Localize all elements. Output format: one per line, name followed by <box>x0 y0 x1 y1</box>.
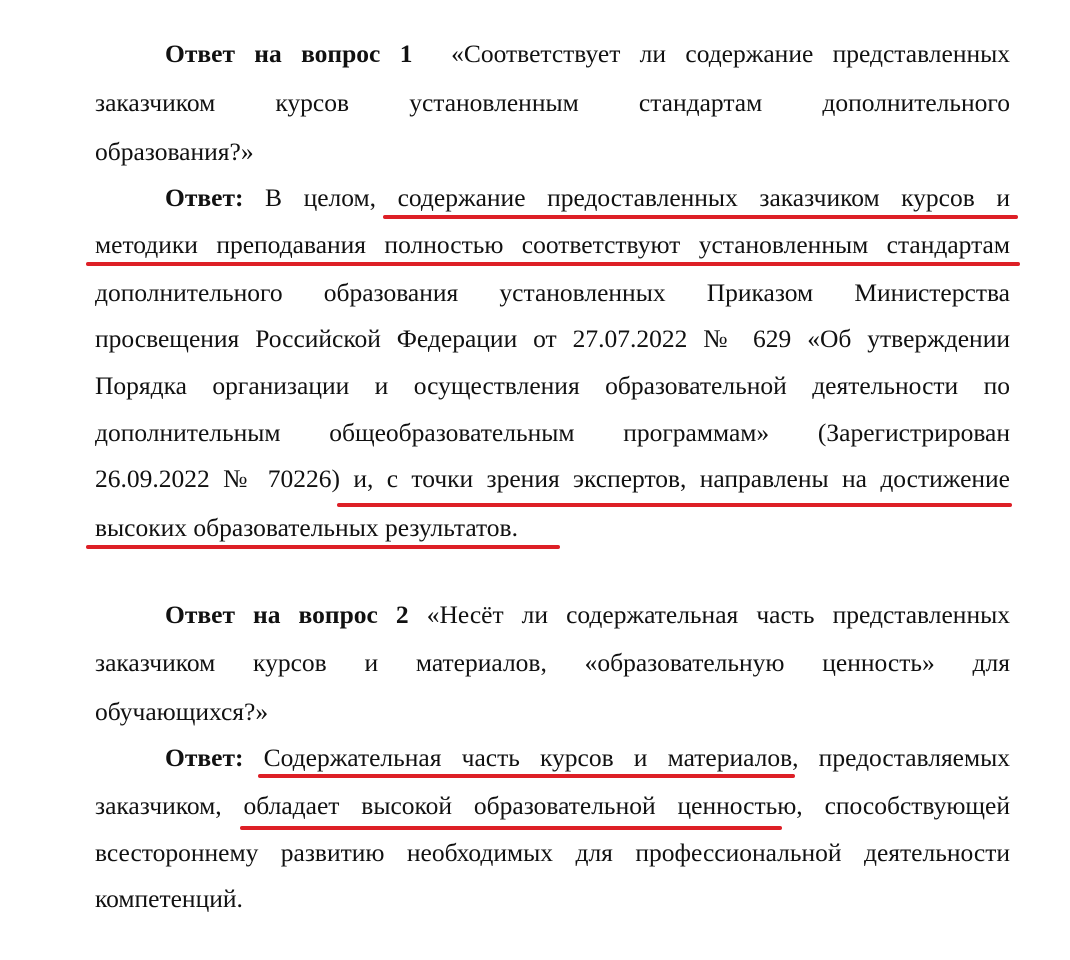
q1-question-line-3: образования?» <box>95 137 254 166</box>
q2-answer-line-4: компетенций. <box>95 884 243 913</box>
q2-answer-line-1: Ответ: Содержательная часть курсов и материалов, предоставляемых <box>165 743 1011 772</box>
q1-answer-label: Ответ: <box>165 183 244 212</box>
q1-highlight-1: содержание предоставленных заказчиком курсов и <box>397 183 1010 212</box>
q2-answer-line-3: всестороннему развитию необходимых для профессиональной деятельности <box>95 838 1010 867</box>
red-underline <box>240 826 782 830</box>
q2-highlight-2: обладает высокой образовательной ценностью, <box>243 791 803 820</box>
red-underline <box>86 545 560 549</box>
q1-answer-line-7: 26.09.2022 № 70226) и, с точки зрения экспертов, направлены на достижение <box>95 464 1010 493</box>
red-underline <box>337 503 1012 507</box>
q1-answer-line-5: Порядка организации и осуществления образовательной деятельности по <box>95 371 1010 400</box>
q1-answer-line-8: высоких образовательных результатов. <box>95 513 518 542</box>
red-underline <box>258 774 795 778</box>
q2-answer-line-2: заказчиком, обладает высокой образовательной ценностью, способствующей <box>95 791 1010 820</box>
q2-question-label: Ответ на вопрос 2 <box>165 600 409 629</box>
q1-highlight-2: и, с точки зрения экспертов, направлены на достижение <box>353 464 1010 493</box>
q2-answer-label: Ответ: <box>165 743 244 772</box>
red-underline <box>86 262 1020 266</box>
q1-question-line-2: заказчиком курсов установленным стандартам дополнительного <box>95 88 1010 117</box>
q1-answer-line-4: просвещения Российской Федерации от 27.07.2022 № 629 «Об утверждении <box>95 324 1010 353</box>
q1-answer-line-6: дополнительным общеобразовательным программам» (Зарегистрирован <box>95 418 1010 447</box>
q2-highlight-1: Содержательная часть курсов и материалов, <box>263 743 799 772</box>
q2-question-line-3: обучающихся?» <box>95 697 269 726</box>
q2-question-line-1: Ответ на вопрос 2 «Несёт ли содержательная часть представленных <box>165 600 1010 629</box>
q1-question-label: Ответ на вопрос 1 <box>165 39 413 68</box>
red-underline <box>383 215 1018 219</box>
q2-question-line-2: заказчиком курсов и материалов, «образовательную ценность» для <box>95 648 1010 677</box>
q1-answer-line-1: Ответ: В целом, содержание предоставленных заказчиком курсов и <box>165 183 1010 212</box>
q1-question-line-1: Ответ на вопрос 1 «Соответствует ли содержание представленных <box>165 39 1010 68</box>
q1-answer-line-2: методики преподавания полностью соответствуют установленным стандартам <box>95 230 1010 259</box>
q1-answer-line-3: дополнительного образования установленных Приказом Министерства <box>95 278 1010 307</box>
